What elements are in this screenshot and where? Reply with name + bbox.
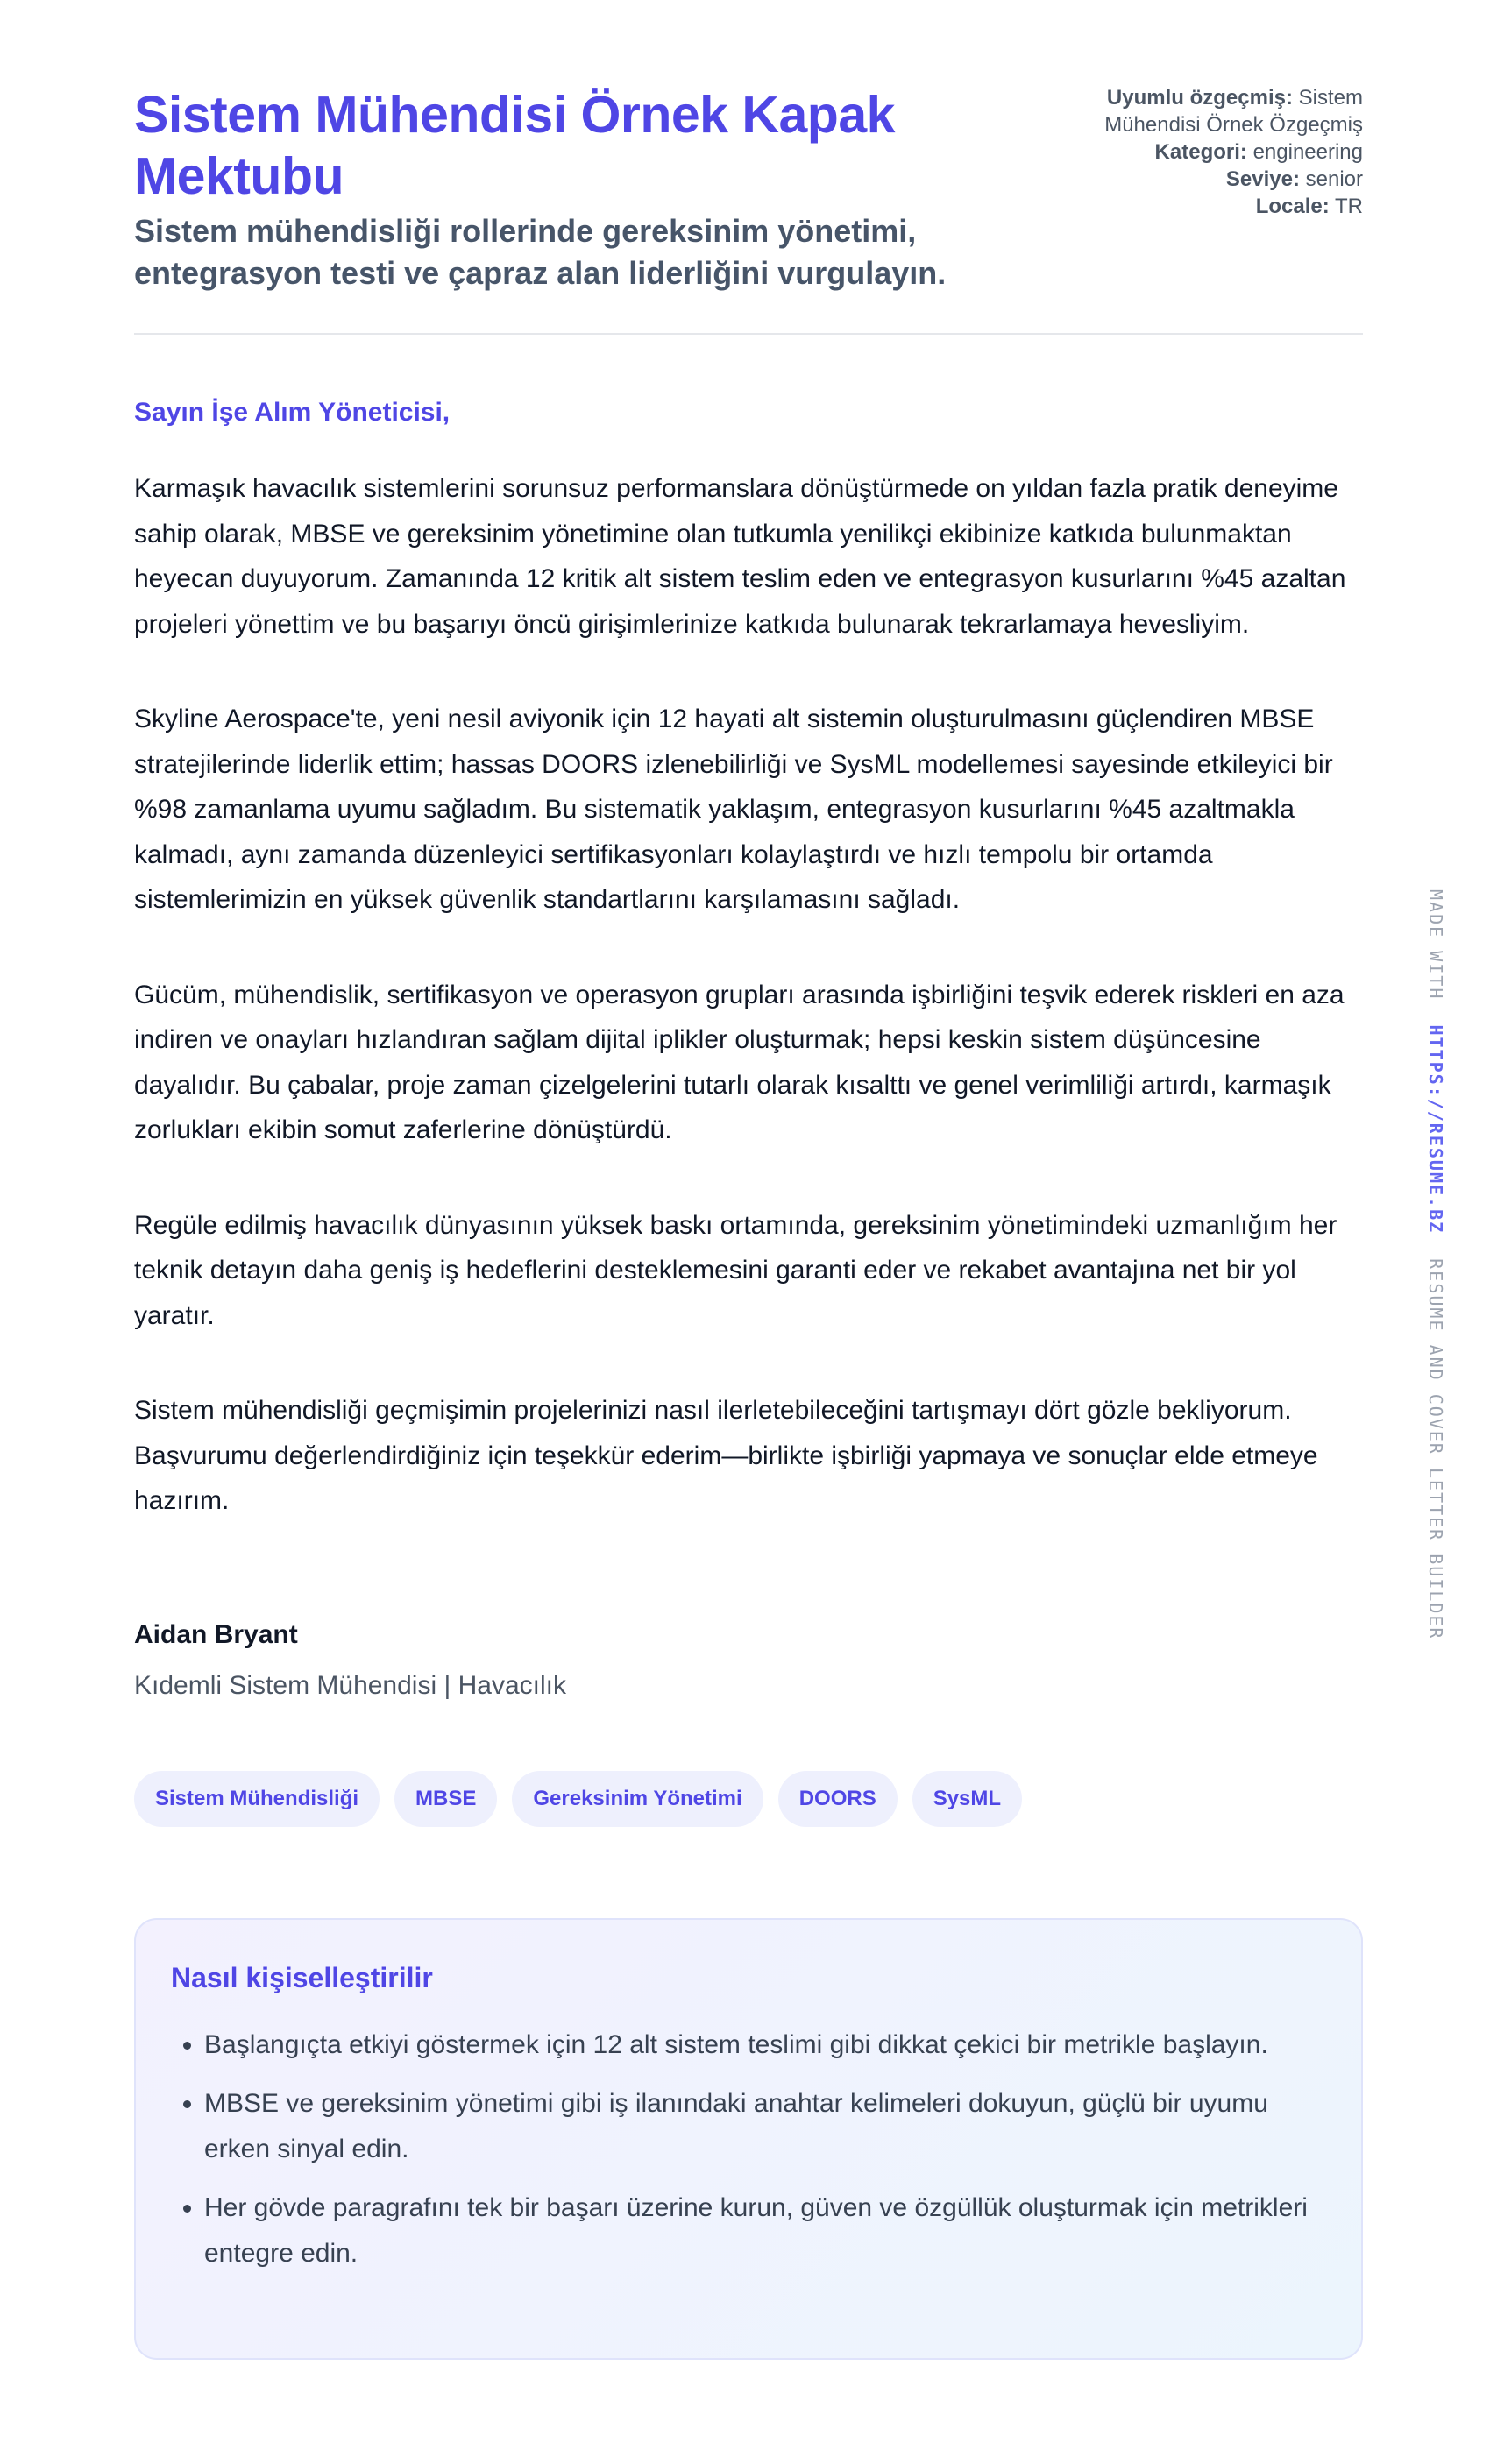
meta-resume-value[interactable]: Sistem Mühendisi Örnek Özgeçmiş <box>1104 86 1363 137</box>
meta-locale-value: TR <box>1335 195 1363 218</box>
meta-category-value: engineering <box>1252 140 1363 164</box>
tag-chip: Sistem Mühendisliği <box>134 1771 380 1827</box>
letter-header <box>134 0 1363 294</box>
keyword-tags <box>134 1771 1363 1827</box>
letter-paragraph: Skyline Aerospace'te, yeni nesil aviyonik için 12 hayati alt sistemin oluşturulmasını güçlendiren MBSE stratejilerinde liderlik ettim; hassas DOORS izlenebilirliği ve SysML modellemesi sayesinde etkileyici bir %98 zamanlama uyumu sağladım. Bu sistematik yaklaşım, entegrasyon kusurlarını %45 azaltmakla kalmadı, aynı zamanda düzenleyici sertifikasyonları kolaylaştırdı ve hızlı tempolu bir ortamda sistemlerimizin en yüksek güvenlik standartlarını karşılamasını sağladı. <box>134 705 1333 914</box>
tips-title: Nasıl kişiselleştirilir <box>171 1961 433 1993</box>
letter-paragraph: Sistem mühendisliği geçmişimin projelerinizi nasıl ilerletebileceğini tartışmayı dört gözle bekliyorum. Başvurumu değerlendirdiğiniz için teşekkür ederim—birlikte işbirliği yapmaya ve sonuçlar elde etmeye hazırım. <box>134 1396 1318 1515</box>
tip-item: • MBSE ve gereksinim yönetimi gibi iş ilanındaki anahtar kelimeleri dokuyun, güçlü bir uyumu erken sinyal edin. <box>204 2081 1326 2171</box>
letter-body <box>134 398 1363 1524</box>
letter-paragraph: Regüle edilmiş havacılık dünyasının yüksek baskı ortamında, gereksinim yönetimindeki uzmanlığım her teknik detayın daha geniş iş hedeflerini desteklemesini garanti eder ve rekabet avantajına net bir yol yaratır. <box>134 1210 1337 1330</box>
meta-resume-label: Uyumlu özgeçmiş: <box>1106 86 1293 110</box>
signature-role: Kıdemli Sistem Mühendisi | Havacılık <box>134 1670 566 1700</box>
meta-info <box>1065 84 1363 294</box>
header-titles <box>134 84 1011 294</box>
personalization-tips <box>134 1918 1363 2360</box>
letter-paragraph: Karmaşık havacılık sistemlerini sorunsuz performanslara dönüştürmede on yıldan fazla pratik deneyime sahip olarak, MBSE ve gereksinim yönetimine olan tutkumla yenilikçi ekibinize katkıda bulunmaktan heyecan duyuyorum. Zamanında 12 kritik alt sistem teslim eden ve entegrasyon kusurlarını %45 azaltan projeleri yönettim ve bu başarıyı öncü girişimlerinize katkıda bulunarak tekrarlamaya hevesliyim. <box>134 474 1346 639</box>
meta-locale-label: Locale: <box>1255 195 1330 218</box>
watermark-prefix: MADE WITH <box>1425 889 1446 1001</box>
meta-level-value: senior <box>1305 167 1363 191</box>
signature-name: Aidan Bryant <box>134 1619 298 1649</box>
watermark-suffix: RESUME AND COVER LETTER BUILDER <box>1425 1258 1446 1640</box>
tips-list <box>171 2022 1326 2276</box>
watermark-link[interactable]: HTTPS://RESUME.BZ <box>1425 1024 1446 1235</box>
cover-letter-page <box>134 0 1363 2360</box>
page-subtitle: Sistem mühendisliği rollerinde gereksinim yönetimi, entegrasyon testi ve çapraz alan liderliğini vurgulayın. <box>134 213 947 291</box>
meta-category-label: Kategori: <box>1154 140 1247 164</box>
letter-greeting: Sayın İşe Alım Yöneticisi, <box>134 398 451 427</box>
meta-level <box>1065 166 1363 193</box>
page-title: Sistem Mühendisi Örnek Kapak Mektubu <box>134 86 895 205</box>
letter-paragraph: Gücüm, mühendislik, sertifikasyon ve operasyon grupları arasında işbirliğini teşvik ederek riskleri en aza indiren ve onayları hızlandıran sağlam dijital iplikler oluşturmak; hepsi keskin sistem düşüncesine dayalıdır. Bu çabalar, proje zaman çizelgelerini tutarlı olarak kısalttı ve genel verimliliği artırdı, karmaşık zorlukları ekibin somut zaferlerine dönüştürdü. <box>134 980 1345 1144</box>
tag-chip: SysML <box>912 1771 1022 1827</box>
meta-locale <box>1065 193 1363 220</box>
tag-chip: DOORS <box>778 1771 898 1827</box>
tip-item: • Başlangıçta etkiyi göstermek için 12 alt sistem teslimi gibi dikkat çekici bir metrikle başlayın. <box>204 2022 1326 2068</box>
tag-chip: MBSE <box>394 1771 497 1827</box>
meta-resume <box>1065 84 1363 138</box>
tag-chip: Gereksinim Yönetimi <box>512 1771 763 1827</box>
made-with-watermark <box>1420 889 1446 1640</box>
tip-item: • Her gövde paragrafını tek bir başarı üzerine kurun, güven ve özgüllük oluşturmak için metrikleri entegre edin. <box>204 2185 1326 2276</box>
header-divider <box>134 333 1363 335</box>
signature <box>134 1620 1363 1701</box>
meta-level-label: Seviye: <box>1225 167 1300 191</box>
meta-category <box>1065 138 1363 166</box>
